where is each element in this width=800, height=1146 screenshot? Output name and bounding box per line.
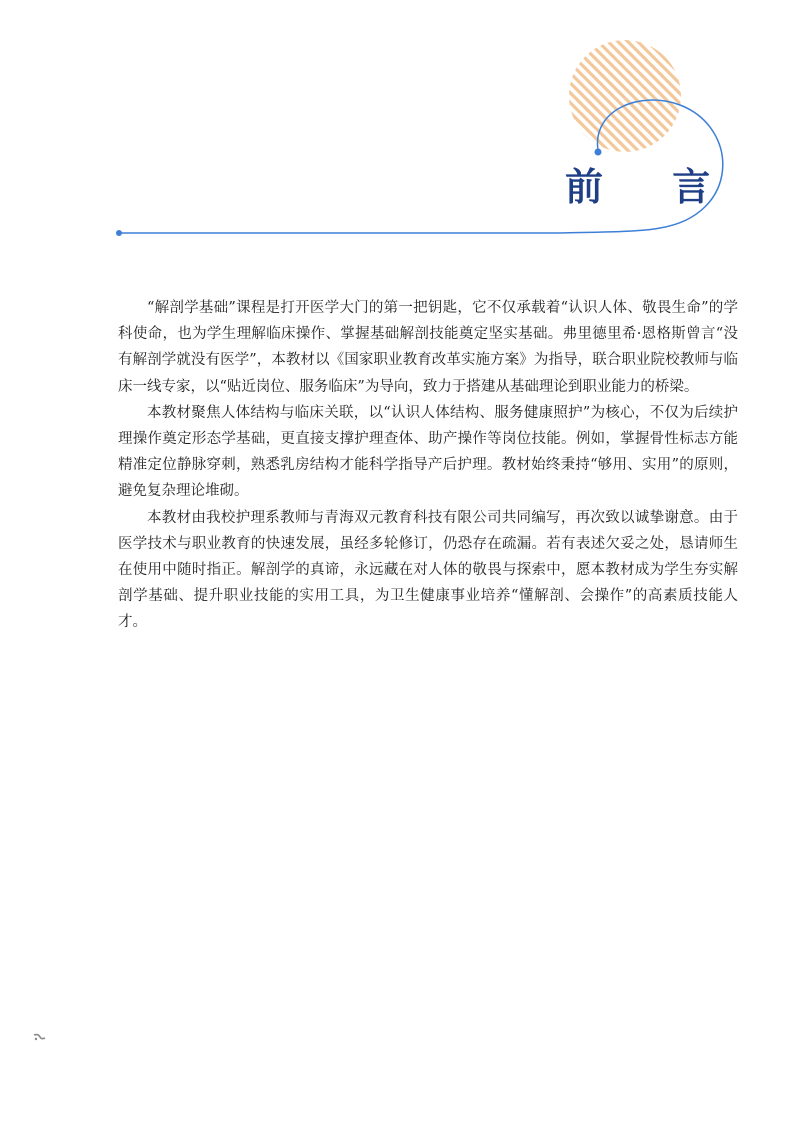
paragraph: 本教材聚焦人体结构与临床关联，以“认识人体结构、服务健康照护”为核心，不仅为后续护理操作奠定形态学基础，更直接支撑护理查体、助产操作等岗位技能。例如，掌握骨性标志方能精准定位静脉穿刺，熟悉乳房结构才能科学指导产后护理。教材始终秉持“够用、实用”的原则，避免复杂理论堆砌。 — [118, 404, 738, 500]
page-corner-mark — [33, 1033, 47, 1043]
paragraph: “解剖学基础”课程是打开医学大门的第一把钥匙，它不仅承载着“认识人体、敬畏生命”的学科使命，也为学生理解临床操作、掌握基础解剖技能奠定坚实基础。弗里德里希·恩格斯曾言“没有解剖学就没有医学”，本教材以《国家职业教育改革实施方案》为指导，联合职业院校教师与临床一线专家，以“贴近岗位、服务临床”为导向，致力于搭建从基础理论到职业能力的桥梁。 — [118, 300, 738, 395]
page-title: 前 言 — [565, 165, 739, 209]
rule-start-dot — [116, 230, 122, 236]
striped-circle-decoration — [560, 30, 690, 160]
header-decoration — [0, 0, 800, 260]
paragraph: 本教材由我校护理系教师与青海双元教育科技有限公司共同编写，再次致以诚挚谢意。由于医学技术与职业教育的快速发展，虽经多轮修订，仍恐存在疏漏。若有表述欠妥之处，恳请师生在使用中随时指正。解剖学的真谛，永远藏在对人体的敬畏与探索中，愿本教材成为学生夯实解剖学基础、提升职业技能的实用工具，为卫生健康事业培养“懂解剖、会操作”的高素质技能人才。 — [118, 509, 738, 631]
preface-body — [118, 295, 738, 636]
curve-start-dot — [595, 149, 602, 156]
